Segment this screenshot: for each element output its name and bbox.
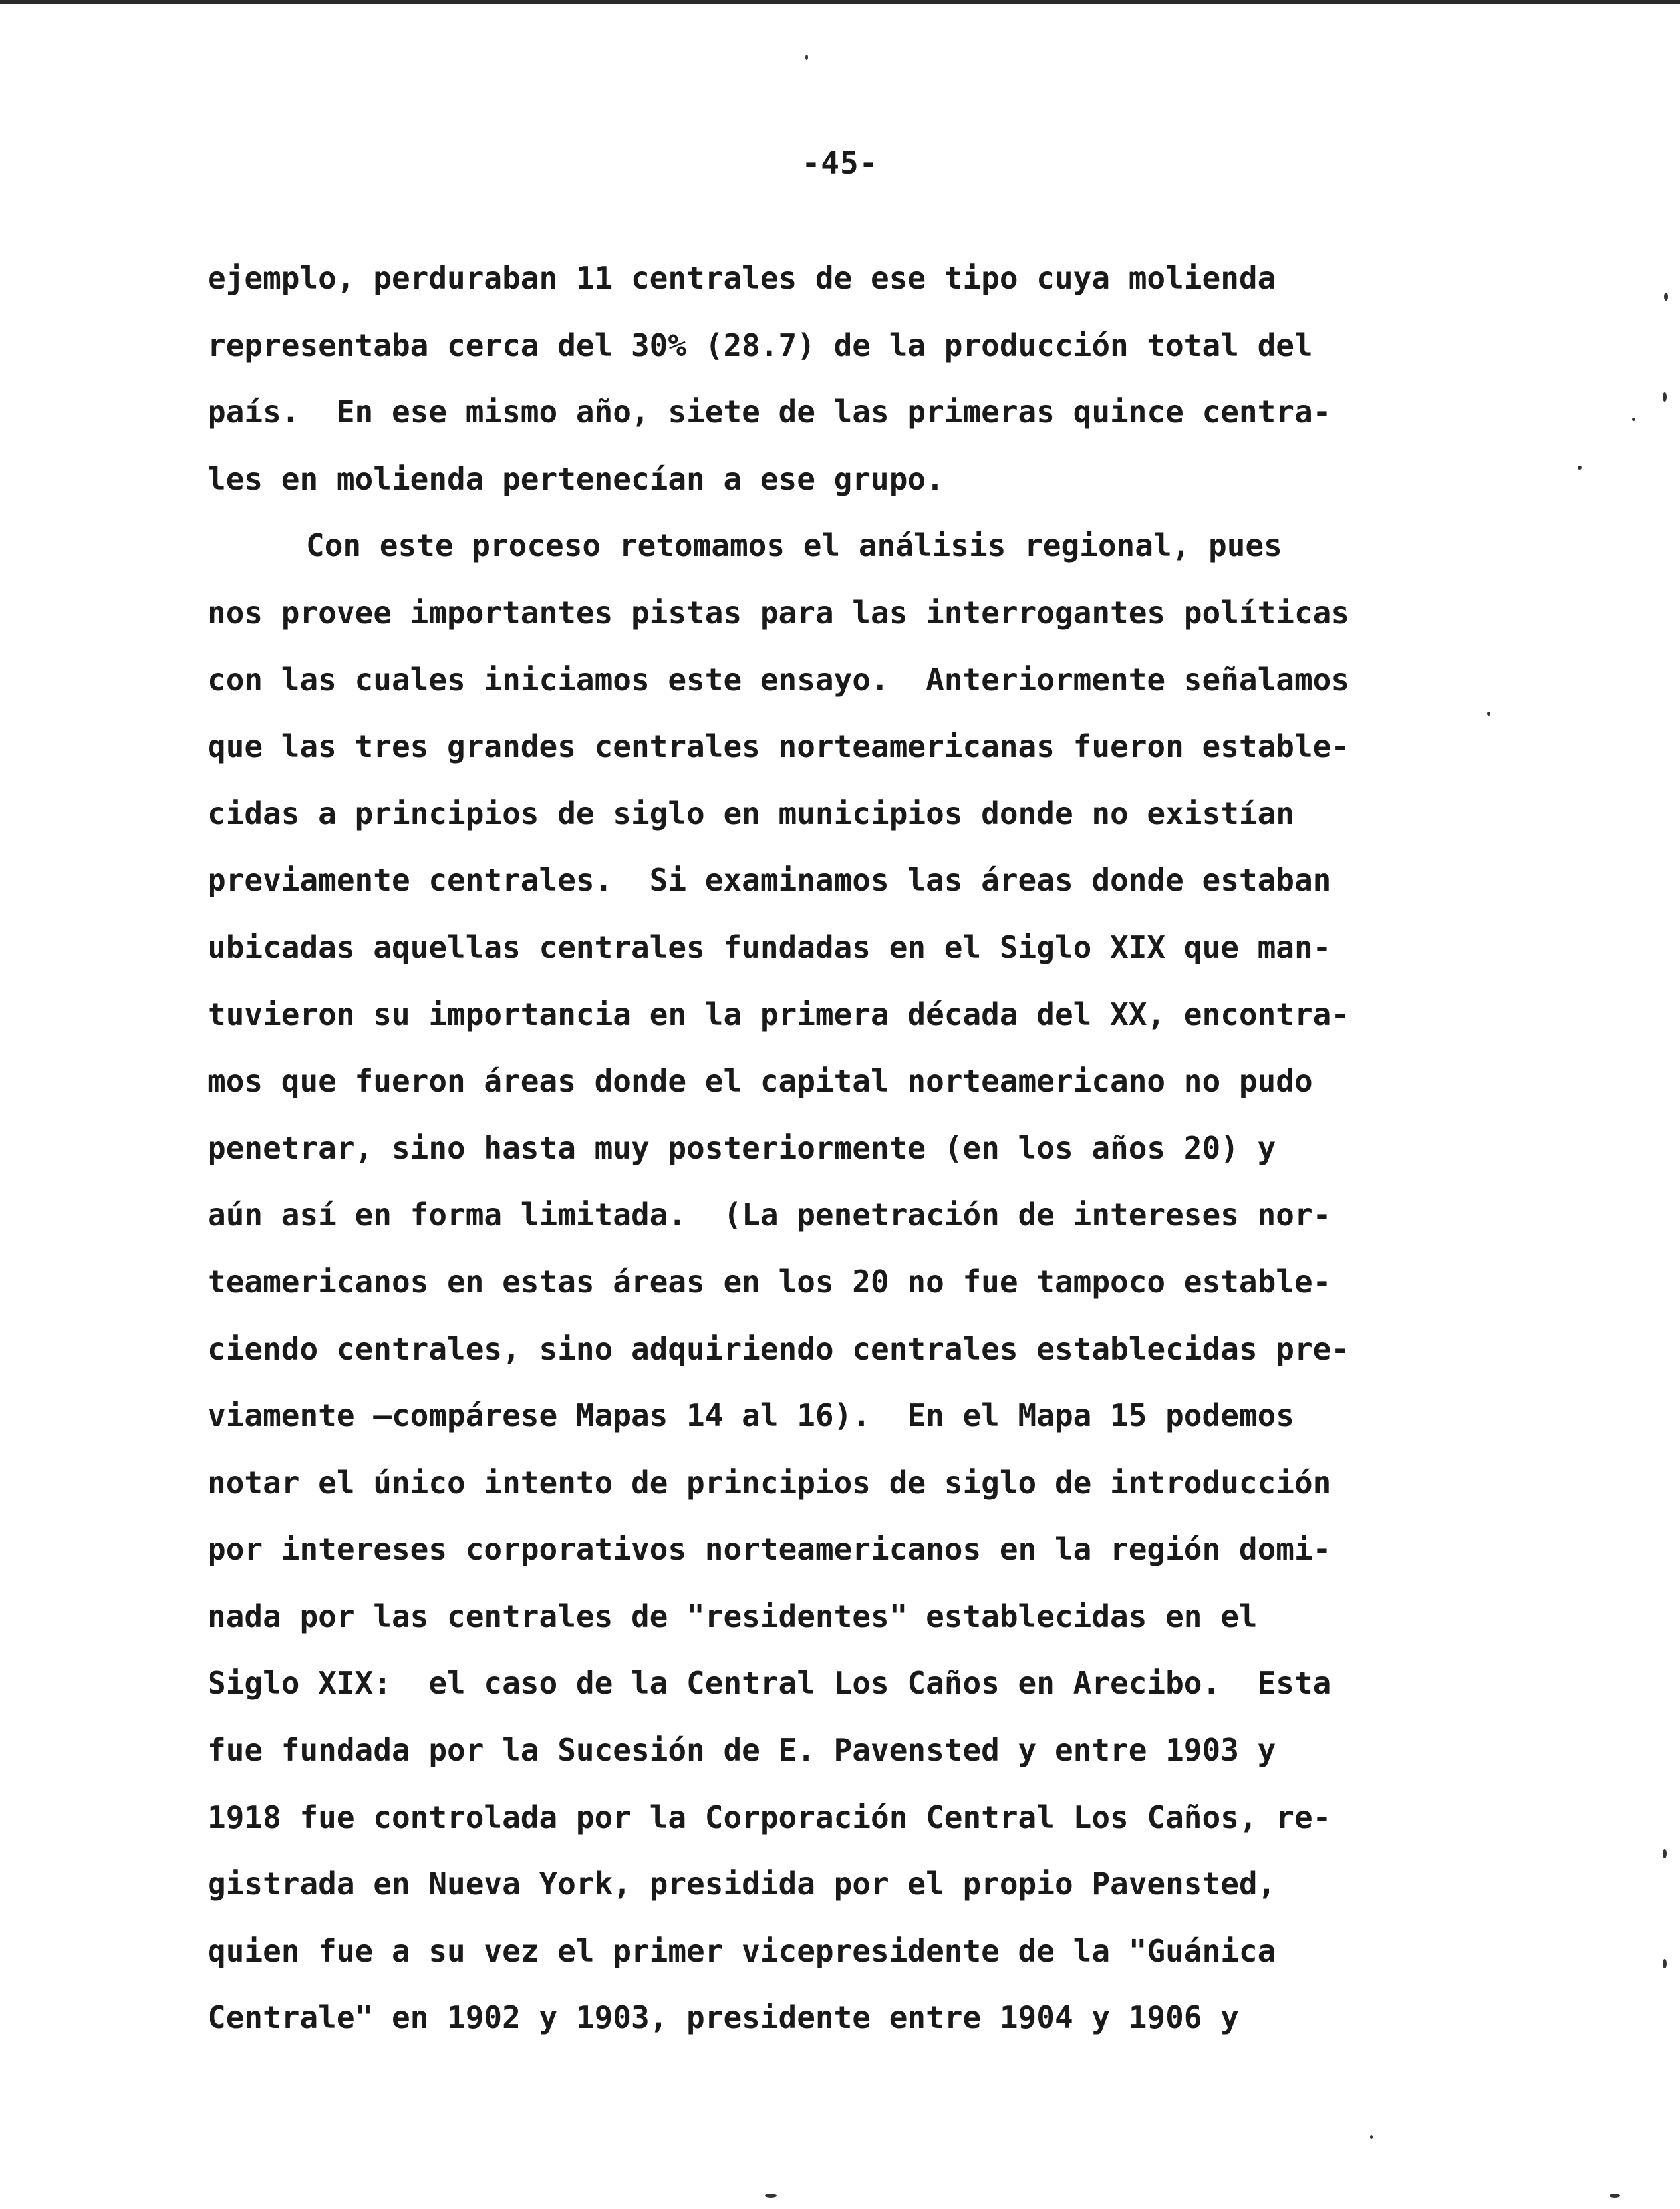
text-line: representaba cerca del 30% (28.7) de la producción total del bbox=[208, 327, 1313, 363]
scan-speck bbox=[1487, 712, 1490, 716]
page-number: -45- bbox=[801, 145, 879, 181]
text-line: tuvieron su importancia en la primera década del XX, encontra- bbox=[208, 996, 1350, 1032]
scan-speck bbox=[765, 2194, 777, 2198]
text-line: nos provee importantes pistas para las interrogantes políticas bbox=[208, 594, 1350, 631]
text-line: nada por las centrales de "residentes" establecidas en el bbox=[208, 1598, 1258, 1634]
scan-speck bbox=[1663, 392, 1667, 402]
scan-speck bbox=[1664, 293, 1668, 301]
text-line: Centrale" en 1902 y 1903, presidente entre 1904 y 1906 y bbox=[208, 1999, 1239, 2036]
text-line: les en molienda pertenecían a ese grupo. bbox=[208, 460, 944, 497]
text-line: mos que fueron áreas donde el capital norteamericano no pudo bbox=[208, 1063, 1313, 1100]
scan-speck bbox=[1663, 1849, 1667, 1858]
text-line: Siglo XIX: el caso de la Central Los Caños en Arecibo. Esta bbox=[208, 1665, 1331, 1701]
text-line: que las tres grandes centrales norteamericanas fueron estable- bbox=[208, 728, 1350, 765]
body-text bbox=[208, 245, 1484, 2051]
text-line: ubicadas aquellas centrales fundadas en el Siglo XIX que man- bbox=[208, 929, 1331, 965]
text-line: cidas a principios de siglo en municipios donde no existían bbox=[208, 795, 1294, 831]
paragraph-start-line: Con este proceso retomamos el análisis regional, pues bbox=[306, 527, 1282, 564]
scan-speck bbox=[1370, 2135, 1373, 2139]
text-line: quien fue a su vez el primer vicepresidente de la "Guánica bbox=[208, 1932, 1276, 1969]
scan-speck bbox=[1632, 418, 1635, 421]
text-line: teamericanos en estas áreas en los 20 no fue tampoco estable- bbox=[208, 1263, 1331, 1300]
scan-speck bbox=[1578, 466, 1582, 470]
text-line: previamente centrales. Si examinamos las áreas donde estaban bbox=[208, 862, 1331, 899]
scan-speck bbox=[1610, 2194, 1620, 2198]
text-line: país. En ese mismo año, siete de las primeras quince centra- bbox=[208, 394, 1331, 430]
text-line: ejemplo, perduraban 11 centrales de ese tipo cuya molienda bbox=[208, 260, 1276, 296]
text-line: gistrada en Nueva York, presidida por el propio Pavensted, bbox=[208, 1866, 1276, 1902]
scan-speck bbox=[805, 55, 808, 60]
text-line: notar el único intento de principios de siglo de introducción bbox=[208, 1464, 1331, 1501]
text-line: fue fundada por la Sucesión de E. Pavensted y entre 1903 y bbox=[208, 1732, 1276, 1769]
text-line: ciendo centrales, sino adquiriendo centrales establecidas pre- bbox=[208, 1330, 1350, 1367]
text-line: penetrar, sino hasta muy posteriormente (en los años 20) y bbox=[208, 1129, 1276, 1166]
text-line: con las cuales iniciamos este ensayo. Anteriormente señalamos bbox=[208, 661, 1350, 698]
text-line: aún así en forma limitada. (La penetración de intereses nor- bbox=[208, 1197, 1331, 1233]
text-line: por intereses corporativos norteamericanos en la región domi- bbox=[208, 1531, 1331, 1568]
text-line: viamente —compárese Mapas 14 al 16). En el Mapa 15 podemos bbox=[208, 1398, 1294, 1434]
scan-top-edge bbox=[0, 0, 1680, 4]
scan-speck bbox=[1663, 1959, 1667, 1968]
text-line: 1918 fue controlada por la Corporación Central Los Caños, re- bbox=[208, 1799, 1331, 1835]
